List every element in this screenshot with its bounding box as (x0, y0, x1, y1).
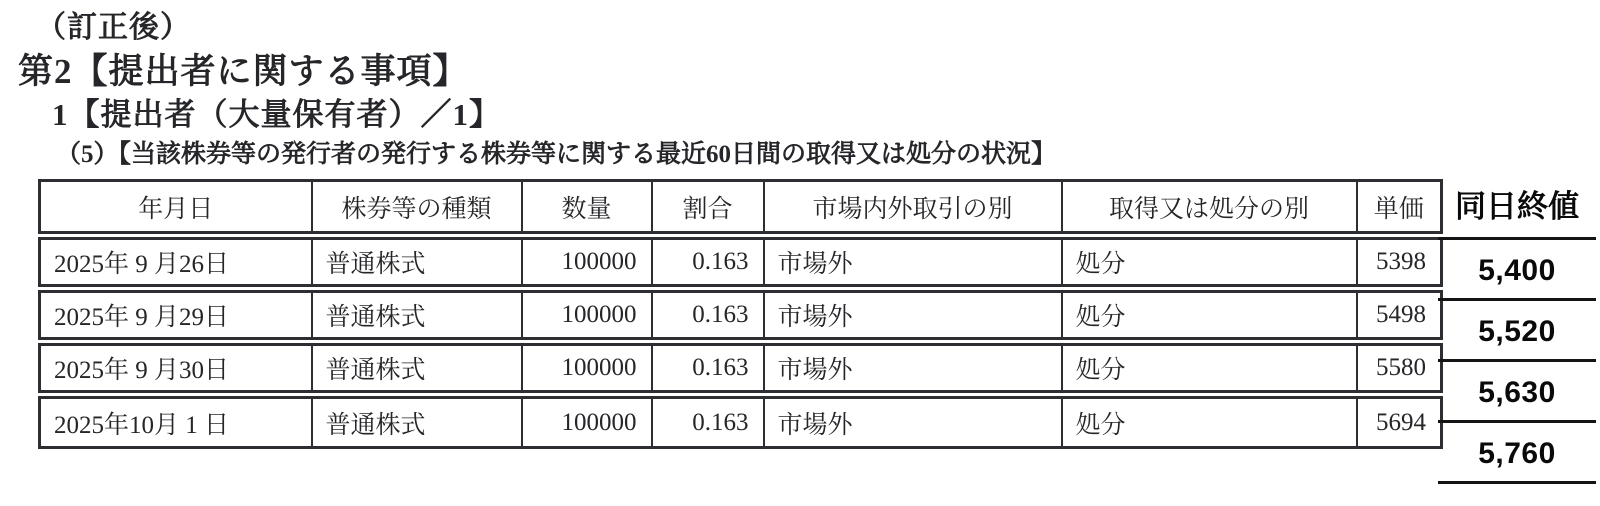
cell-quantity: 100000 (522, 236, 652, 289)
same-day-close-value: 5,520 (1438, 301, 1596, 362)
item-heading: （5）【当該株券等の発行者の発行する株券等に関する最近60日間の取得又は処分の状況】 (56, 141, 1057, 169)
header-ratio: 割合 (652, 181, 764, 236)
same-day-close-value: 5,630 (1438, 362, 1596, 423)
cell-market-type: 市場外 (764, 395, 1062, 448)
cell-unit-price: 5580 (1357, 342, 1442, 395)
header-security-type: 株券等の種類 (312, 181, 522, 236)
cell-ratio: 0.163 (652, 236, 764, 289)
disposal-status-table (38, 179, 1443, 449)
cell-ratio: 0.163 (652, 395, 764, 448)
same-day-close-header: 同日終値 (1438, 179, 1596, 240)
cell-acquisition-or-disposal: 処分 (1062, 236, 1357, 289)
cell-security-type: 普通株式 (312, 289, 522, 342)
correction-label: （訂正後） (36, 11, 191, 44)
table-row (40, 342, 1442, 395)
cell-quantity: 100000 (522, 395, 652, 448)
header-date: 年月日 (40, 181, 312, 236)
cell-ratio: 0.163 (652, 342, 764, 395)
cell-ratio: 0.163 (652, 289, 764, 342)
same-day-close-value: 5,760 (1438, 423, 1596, 484)
header-unit-price: 単価 (1357, 181, 1442, 236)
section-heading: 第2【提出者に関する事項】 (18, 51, 469, 91)
cell-security-type: 普通株式 (312, 236, 522, 289)
cell-date: 2025年 9 月30日 (40, 342, 312, 395)
table-header-row (40, 181, 1442, 236)
table-row (40, 395, 1442, 448)
cell-acquisition-or-disposal: 処分 (1062, 395, 1357, 448)
cell-market-type: 市場外 (764, 342, 1062, 395)
cell-security-type: 普通株式 (312, 342, 522, 395)
cell-unit-price: 5398 (1357, 236, 1442, 289)
cell-acquisition-or-disposal: 処分 (1062, 342, 1357, 395)
cell-unit-price: 5498 (1357, 289, 1442, 342)
header-market-type: 市場内外取引の別 (764, 181, 1062, 236)
table-row (40, 289, 1442, 342)
document-headings (0, 8, 1600, 170)
header-acquisition-or-disposal: 取得又は処分の別 (1062, 181, 1357, 236)
cell-date: 2025年 9 月29日 (40, 289, 312, 342)
cell-market-type: 市場外 (764, 289, 1062, 342)
same-day-close-value: 5,400 (1438, 240, 1596, 301)
cell-date: 2025年10月 1 日 (40, 395, 312, 448)
cell-unit-price: 5694 (1357, 395, 1442, 448)
cell-date: 2025年 9 月26日 (40, 236, 312, 289)
cell-acquisition-or-disposal: 処分 (1062, 289, 1357, 342)
cell-security-type: 普通株式 (312, 395, 522, 448)
same-day-close-column (1438, 179, 1596, 484)
table-row (40, 236, 1442, 289)
cell-quantity: 100000 (522, 342, 652, 395)
cell-market-type: 市場外 (764, 236, 1062, 289)
cell-quantity: 100000 (522, 289, 652, 342)
header-quantity: 数量 (522, 181, 652, 236)
subsection-heading: 1【提出者（大量保有者）／1】 (52, 96, 501, 132)
